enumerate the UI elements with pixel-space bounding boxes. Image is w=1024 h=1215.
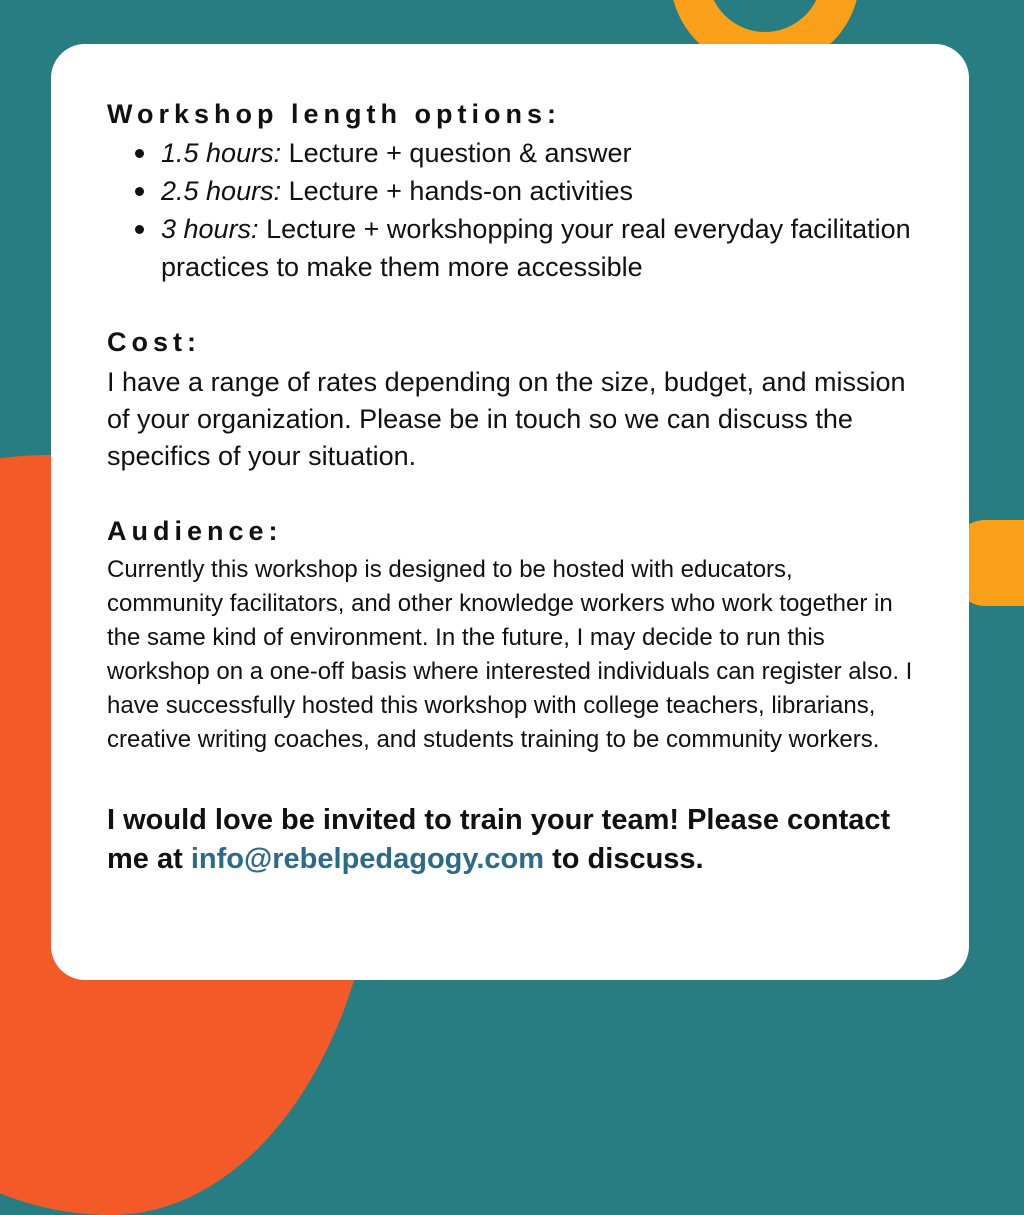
audience-text: Currently this workshop is designed to be hosted with educators, community facilitators, and other knowledge workers who work together in the same kind of environment. In the future, I may decide to run this workshop on a one-off basis where interested individuals can register also. I have successfully hosted this workshop with college teachers, librarians, creative writing coaches, and students training to be community workers. <box>107 556 913 753</box>
cost-text: I have a range of rates depending on the size, budget, and mission of your organization. Please be in touch so we can discuss the specifics of your situation. <box>107 367 906 471</box>
bullet-icon <box>135 187 144 196</box>
cta-text-before: I would love be invited to train your team! Please contact me at <box>107 804 891 875</box>
workshop-option <box>135 210 913 286</box>
call-to-action <box>107 801 913 879</box>
workshop-length-options <box>135 134 913 286</box>
audience-heading: Audience: <box>107 516 283 546</box>
bullet-icon <box>135 149 144 158</box>
workshop-option <box>135 134 913 172</box>
option-description: Lecture + workshopping your real everyday facilitation practices to make them more accessible <box>161 214 911 282</box>
workshop-length-section <box>107 98 913 286</box>
workshop-option <box>135 172 913 210</box>
option-duration: 3 hours: <box>161 214 259 244</box>
option-duration: 1.5 hours: <box>161 138 282 168</box>
option-description: Lecture + question & answer <box>288 138 632 168</box>
workshop-length-heading: Workshop length options: <box>107 99 561 129</box>
email-link[interactable]: info@rebelpedagogy.com <box>190 843 545 875</box>
bullet-icon <box>135 225 144 234</box>
info-card <box>51 44 969 980</box>
cost-section <box>107 326 913 475</box>
option-description: Lecture + hands-on activities <box>288 176 634 206</box>
cost-heading: Cost: <box>107 327 201 357</box>
cta-text-after: to discuss. <box>552 843 704 875</box>
option-duration: 2.5 hours: <box>161 176 282 206</box>
audience-section <box>107 515 913 757</box>
